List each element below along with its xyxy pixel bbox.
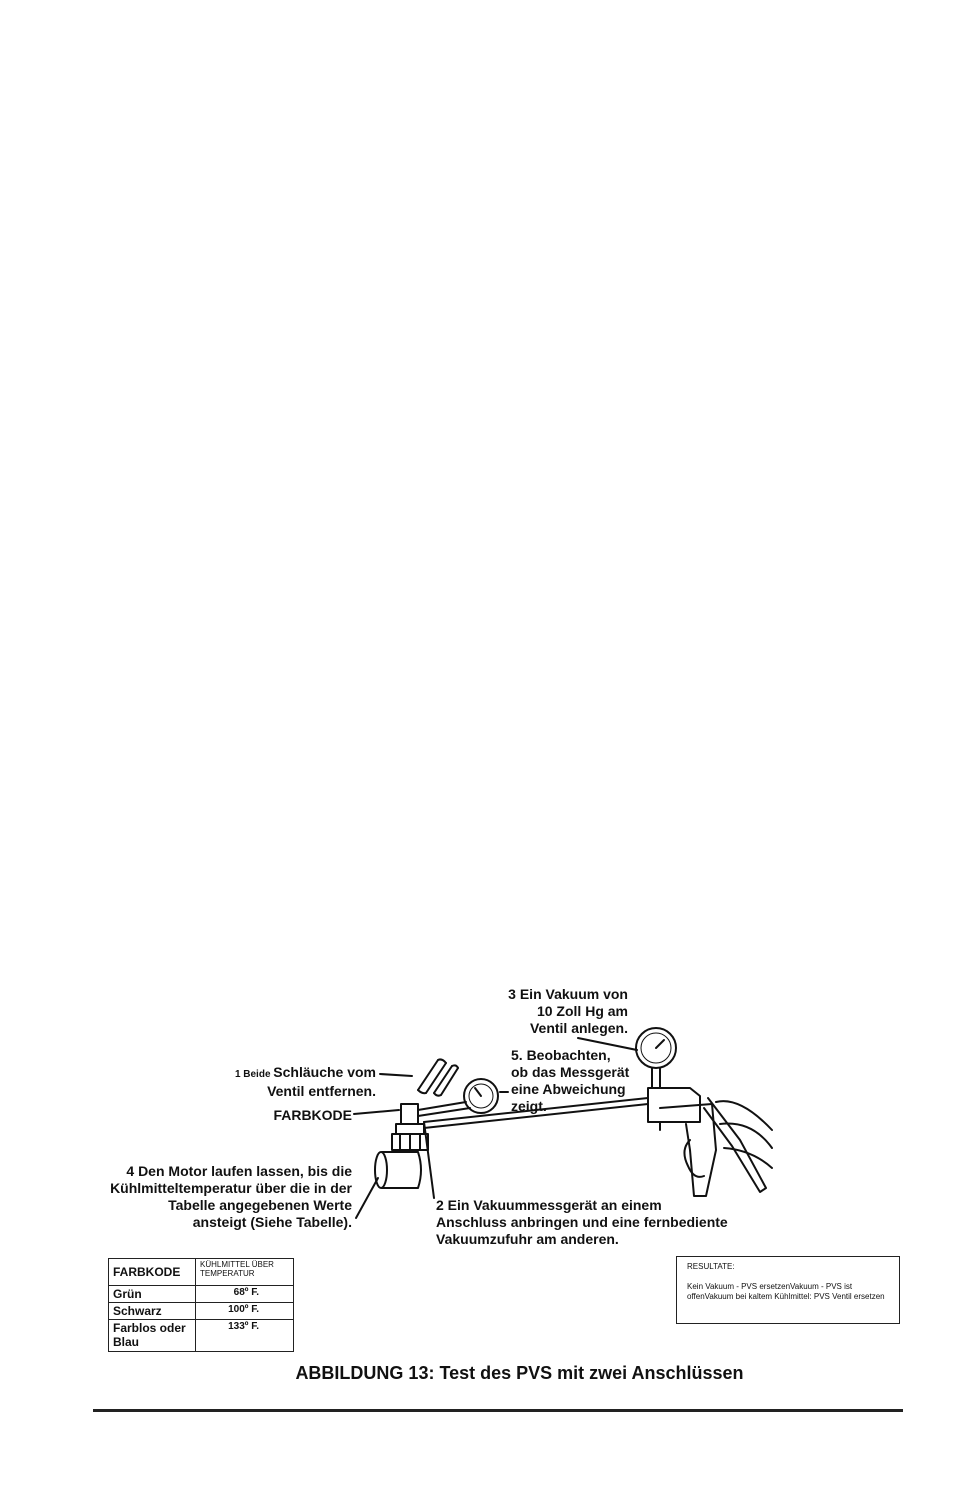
page-divider: [93, 1409, 903, 1412]
leader-farbkode: [354, 1110, 399, 1114]
table-row: [109, 1303, 294, 1320]
leader-step1: [380, 1074, 412, 1076]
row-color: Schwarz: [109, 1303, 196, 1320]
table-row: [109, 1320, 294, 1352]
step3-line3: Ventil anlegen.: [529, 1020, 628, 1036]
step3-line2: 10 Zoll Hg am: [536, 1003, 628, 1019]
results-title: RESULTATE:: [687, 1262, 735, 1271]
step2-line1: 2 Ein Vakuummessgerät an einem: [436, 1197, 662, 1213]
coolant-table: [108, 1258, 294, 1352]
step5-line1: 5. Beobachten,: [511, 1047, 611, 1063]
coolant-table-header: [109, 1259, 294, 1286]
step1-text: Schläuche vom: [273, 1064, 376, 1080]
step2-line2: Anschluss anbringen und eine fernbediente: [436, 1214, 728, 1230]
row-color: Grün: [109, 1286, 196, 1303]
step3-label: [470, 986, 628, 1037]
hand-pump: [648, 1088, 772, 1196]
step4-line2: Kühlmitteltemperatur über die in der: [110, 1180, 352, 1196]
step4-line4: ansteigt (Siehe Tabelle).: [192, 1214, 352, 1230]
step3-line1: 3 Ein Vakuum von: [508, 986, 628, 1002]
step4-line1: 4 Den Motor laufen lassen, bis die: [126, 1163, 352, 1179]
row-temp: 100º F.: [196, 1303, 294, 1320]
figure-caption: ABBILDUNG 13: Test des PVS mit zwei Anschlüssen: [295, 1363, 744, 1383]
step2-line3: Vakuumzufuhr am anderen.: [436, 1231, 619, 1247]
farbkode-label: FARBKODE: [273, 1107, 352, 1123]
header-farbkode: FARBKODE: [109, 1259, 196, 1286]
leader-step4: [356, 1178, 378, 1218]
step4-line3: Tabelle angegebenen Werte: [168, 1197, 352, 1213]
step2-label: [436, 1197, 756, 1248]
row-temp: 68º F.: [196, 1286, 294, 1303]
table-row: [109, 1286, 294, 1303]
step5-label: [511, 1047, 651, 1115]
step1-prefix: 1 Beide: [234, 1069, 274, 1080]
header-temperature: KÜHLMITTEL ÜBER TEMPERATUR: [196, 1259, 294, 1286]
row-temp: 133º F.: [196, 1320, 294, 1352]
detached-hoses: [418, 1059, 458, 1095]
step4-label: [96, 1163, 352, 1231]
step1-label: [190, 1064, 376, 1100]
results-text: Kein Vakuum - PVS ersetzenVakuum - PVS ist offenVakuum bei kaltem Kühlmittel: PVS Ventil ersetzen: [687, 1282, 885, 1301]
results-box: [676, 1256, 900, 1324]
step5-line4: zeigt.: [511, 1098, 547, 1114]
step5-line2: ob das Messgerät: [511, 1064, 630, 1080]
step5-line3: eine Abweichung: [511, 1081, 626, 1097]
row-color: Farblos oder Blau: [109, 1320, 196, 1352]
step1-line2: Ventil entfernen.: [267, 1083, 376, 1099]
